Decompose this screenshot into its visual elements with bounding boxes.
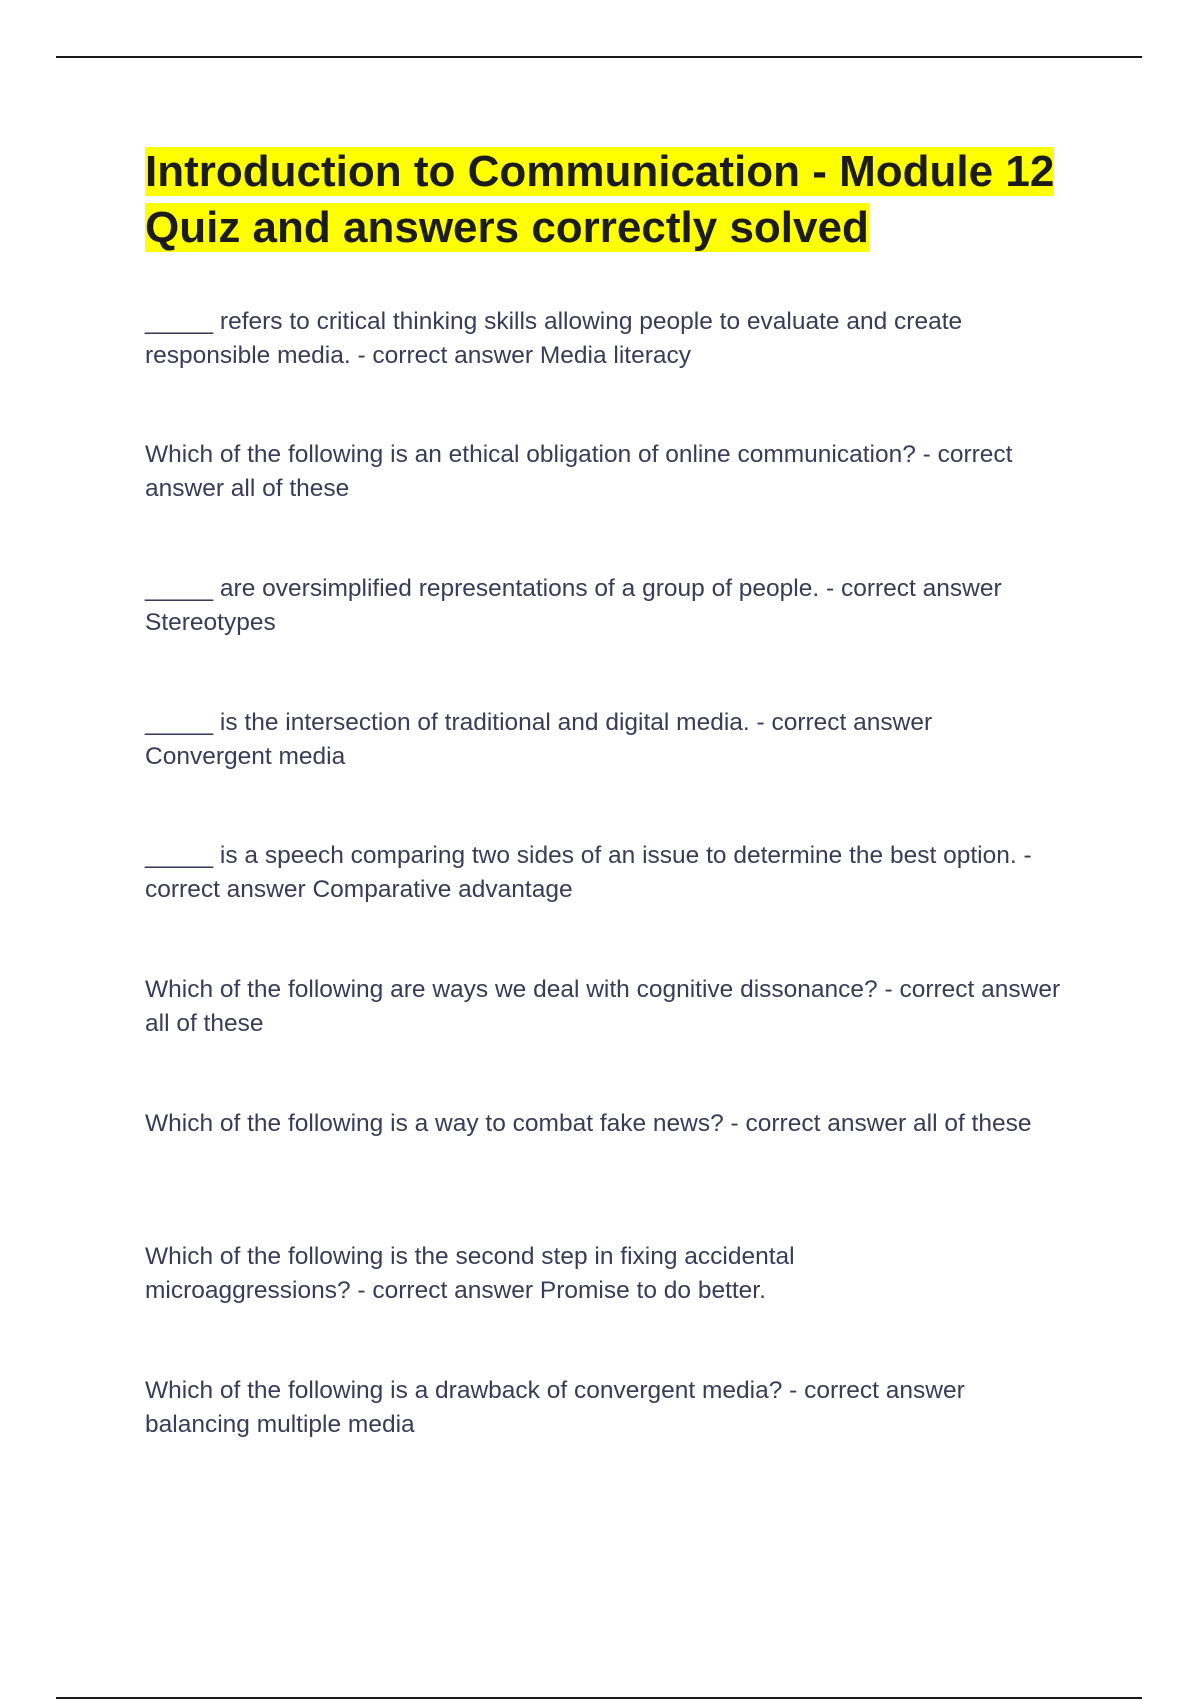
title-highlight: Introduction to Communication - Module 12 Quiz and answers correctly solved: [145, 147, 1055, 252]
qa-item-4: _____ is the intersection of traditional and digital media. - correct answer Convergent media: [145, 709, 933, 770]
document-title: [145, 144, 1105, 256]
top-divider: [56, 56, 1142, 58]
qa-item-6: Which of the following are ways we deal with cognitive dissonance? - correct answer all of these: [145, 976, 1061, 1037]
bottom-divider: [56, 1697, 1142, 1699]
qa-item-2: Which of the following is an ethical obligation of online communication? - correct answer all of these: [145, 441, 1013, 502]
qa-item-7: Which of the following is a way to combat fake news? - correct answer all of these: [145, 1110, 1032, 1137]
qa-item-3: _____ are oversimplified representations of a group of people. - correct answer Stereotypes: [145, 575, 1002, 636]
qa-item-5: _____ is a speech comparing two sides of an issue to determine the best option. - correct answer Comparative advantage: [145, 842, 1032, 903]
qa-item-8: Which of the following is the second step in fixing accidental microaggressions? - correct answer Promise to do better.: [145, 1243, 795, 1304]
qa-item-1: _____ refers to critical thinking skills allowing people to evaluate and create responsible media. - correct answer Media literacy: [145, 308, 963, 369]
qa-item-9: Which of the following is a drawback of convergent media? - correct answer balancing multiple media: [145, 1377, 965, 1438]
